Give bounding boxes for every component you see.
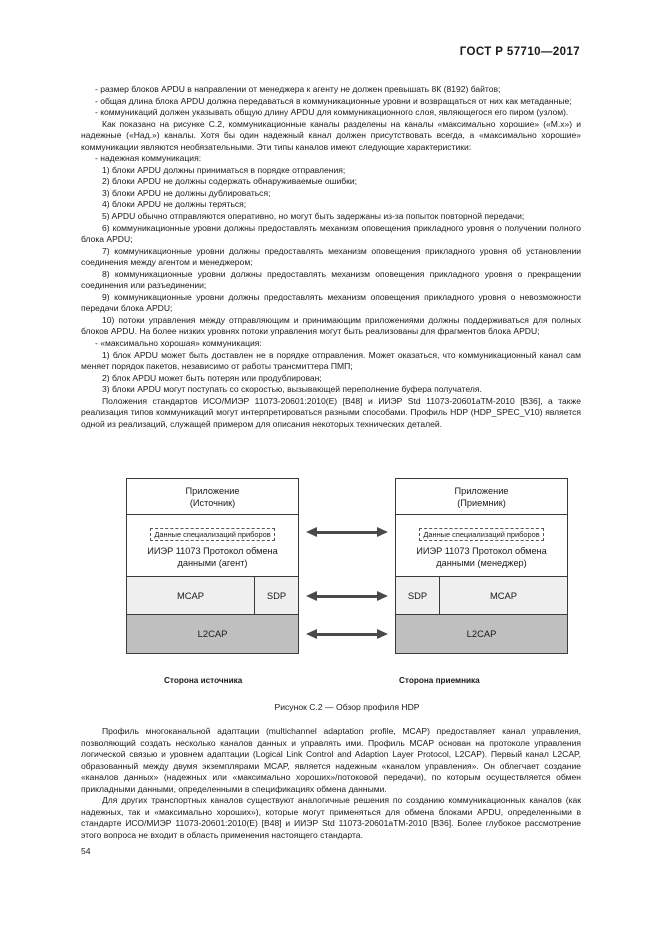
intro-paragraph: Как показано на рисунке С.2, коммуникационные каналы разделены на каналы «максимально хорошие» («М.х») и надежные («Над.») каналы. Хотя бы один надежный канал должен присутствовать всегда, а «максимально хорошие» коммуникации являются необязательными. Эти типы каналов имеют следующие характеристики: xyxy=(81,118,581,152)
application-label-line2: (Приемник) xyxy=(457,497,506,508)
arrow-head-right xyxy=(377,591,388,601)
device-specialization-data-box: Данные специализаций приборов xyxy=(419,528,543,541)
list-item: 4) блоки APDU не должны теряться; xyxy=(102,199,247,210)
paragraph-other-transports: Для других транспортных каналов существуют аналогичные решения по созданию коммуникационных каналов (как надежных, так и «максимально хороших»), которые могут применяться для обмена блоками APDU, определенными в стандарте ИСО/МИЭР 11073-20601:2010(E) [B48] и ИИЭР Std 11073-20601aTM-2010 [B36]. Более глубокое рассмотрение этого вопроса не входит в область применения настоящего стандарта. xyxy=(81,795,581,840)
application-label-line1: Приложение xyxy=(185,485,240,496)
mcap-block-sink: MCAP xyxy=(489,589,518,601)
paragraph-mcap-description: Профиль многоканальной адаптации (multichannel adaptation profile, MCAP) предоставляет канал управления, позволяющий создать несколько каналов данных и управлять ими. Профиль MCAP основан на протоколе управления логической связью и уровнем адаптации (Logical Link Control and Adaption Layer Protocol, L2CAP). Первый канал L2CAP, образованный между двумя экземплярами MCAP, является надежным «каналом управления». Он облегчает создание «каналов данных» (надежных или «максимально хороших»/потоковой передачи), по которым осуществляется обмен прикладными данными, определенными в спецификациях обмена данными. xyxy=(81,726,581,794)
device-specialization-data-box: Данные специализаций приборов xyxy=(150,528,274,541)
protocol-label-line2: данными (агент) xyxy=(177,557,248,568)
sdp-block-source: SDP xyxy=(254,577,298,614)
list-item: 6) коммуникационные уровни должны предоставлять механизм оповещения прикладного уровня о получении полного блока APDU; xyxy=(81,222,581,245)
protocol-label-sink xyxy=(412,546,550,569)
bullet-item: - размер блоков APDU в направлении от менеджера к агенту не должен превышать 8К (8192) байтов; xyxy=(95,84,501,94)
diagram-body xyxy=(126,478,568,668)
application-block-source xyxy=(127,479,298,515)
application-label-line1: Приложение xyxy=(454,485,509,496)
application-block-sink xyxy=(396,479,567,515)
closing-paragraph: Положения стандартов ИСО/МИЭР 11073-20601:2010(E) [B48] и ИИЭР Std 11073-20601aTM-2010 [B36], а также реализация типов коммуникаций могут интерпретироваться разными способами. Профиль HDP (HDP_SPEC_V10) является одной из реализаций, служащей примером для описания некоторых технических деталей. xyxy=(81,395,581,429)
list-item: 9) коммуникационные уровни должны предоставлять механизм оповещения прикладного уровня о невозможности передачи блока APDU; xyxy=(81,291,581,314)
stack-source xyxy=(126,478,299,654)
figure-hdp-profile xyxy=(126,478,568,712)
list-item: 7) коммуникационные уровни должны предоставлять механизм оповещения прикладного уровня об установлении соединения между агентом и менеджером; xyxy=(81,245,581,268)
arrow-shaft xyxy=(315,633,379,636)
list-item: 2) блоки APDU не должны содержать обнаруживаемые ошибки; xyxy=(102,176,358,187)
list-item: 1) блок APDU может быть доставлен не в порядке отправления. Может оказаться, что коммуникационный канал сам меняет порядок пакетов, независимо от работы трансмиттера ПМП; xyxy=(81,349,581,372)
main-text-block-upper xyxy=(81,84,581,430)
stack-sink xyxy=(395,478,568,654)
protocol-label-line1: ИИЭР 11073 Протокол обмена xyxy=(416,546,547,556)
figure-caption: Рисунок С.2 — Обзор профиля HDP xyxy=(274,702,420,712)
arrow-shaft xyxy=(315,531,379,534)
list-item: 3) блоки APDU могут поступать со скоростью, вызывающей переполнение буфера получателя. xyxy=(102,384,482,395)
reliable-comm-header: - надежная коммуникация: xyxy=(95,153,202,164)
l2cap-block-source: L2CAP xyxy=(127,615,298,653)
figure-side-labels xyxy=(126,676,568,696)
protocol-label-line1: ИИЭР 11073 Протокол обмена xyxy=(147,546,278,556)
mcap-block-source: MCAP xyxy=(176,589,205,601)
side-label-source: Сторона источника xyxy=(164,676,243,685)
sdp-block-sink: SDP xyxy=(396,577,440,614)
list-item: 3) блоки APDU не должны дублироваться; xyxy=(102,187,271,198)
arrow-head-right xyxy=(377,527,388,537)
arrow-head-right xyxy=(377,629,388,639)
bidirectional-arrow-mcap-sdp-icon xyxy=(306,591,388,601)
protocol-label-line2: данными (менеджер) xyxy=(436,557,527,568)
protocol-label-source xyxy=(143,546,281,569)
protocol-block-sink xyxy=(396,515,567,577)
list-item: 1) блоки APDU должны приниматься в порядке отправления; xyxy=(102,164,346,175)
application-label-line2: (Источник) xyxy=(189,497,236,508)
sdp-mcap-row-sink xyxy=(396,577,567,615)
list-item: 8) коммуникационные уровни должны предоставлять механизм оповещения прикладного уровня о прекращении соединения или разъединении; xyxy=(81,268,581,291)
bullet-item: - коммуникаций должен указывать общую длину APDU для коммуникационного слоя, являющегося его пиром (узлом). xyxy=(95,107,569,118)
page-number: 54 xyxy=(81,846,91,856)
bullet-item: - общая длина блока APDU должна передаваться в коммуникационные уровни и возвращаться от них как метаданные; xyxy=(95,95,572,106)
best-effort-comm-header: - «максимально хорошая» коммуникация: xyxy=(95,338,262,349)
page-header-standard-title: ГОСТ Р 57710—2017 xyxy=(459,46,580,58)
l2cap-block-sink: L2CAP xyxy=(396,615,567,653)
side-label-sink: Сторона приемника xyxy=(399,676,480,685)
list-item: 5) APDU обычно отправляются оперативно, но могут быть задержаны из-за попыток повторной передачи; xyxy=(102,211,525,222)
bidirectional-arrow-application-icon xyxy=(306,527,388,537)
main-text-block-lower xyxy=(81,726,581,841)
list-item: 10) потоки управления между отправляющим и принимающим приложениями должны поддерживаться для полных блоков APDU. На более низких уровнях потоки управления могут быть реализованы для фрагментов блока APDU; xyxy=(81,314,581,337)
list-item: 2) блок APDU может быть потерян или продублирован; xyxy=(102,372,322,383)
protocol-block-source xyxy=(127,515,298,577)
bidirectional-arrow-l2cap-icon xyxy=(306,629,388,639)
arrow-shaft xyxy=(315,595,379,598)
mcap-sdp-row-source xyxy=(127,577,298,615)
